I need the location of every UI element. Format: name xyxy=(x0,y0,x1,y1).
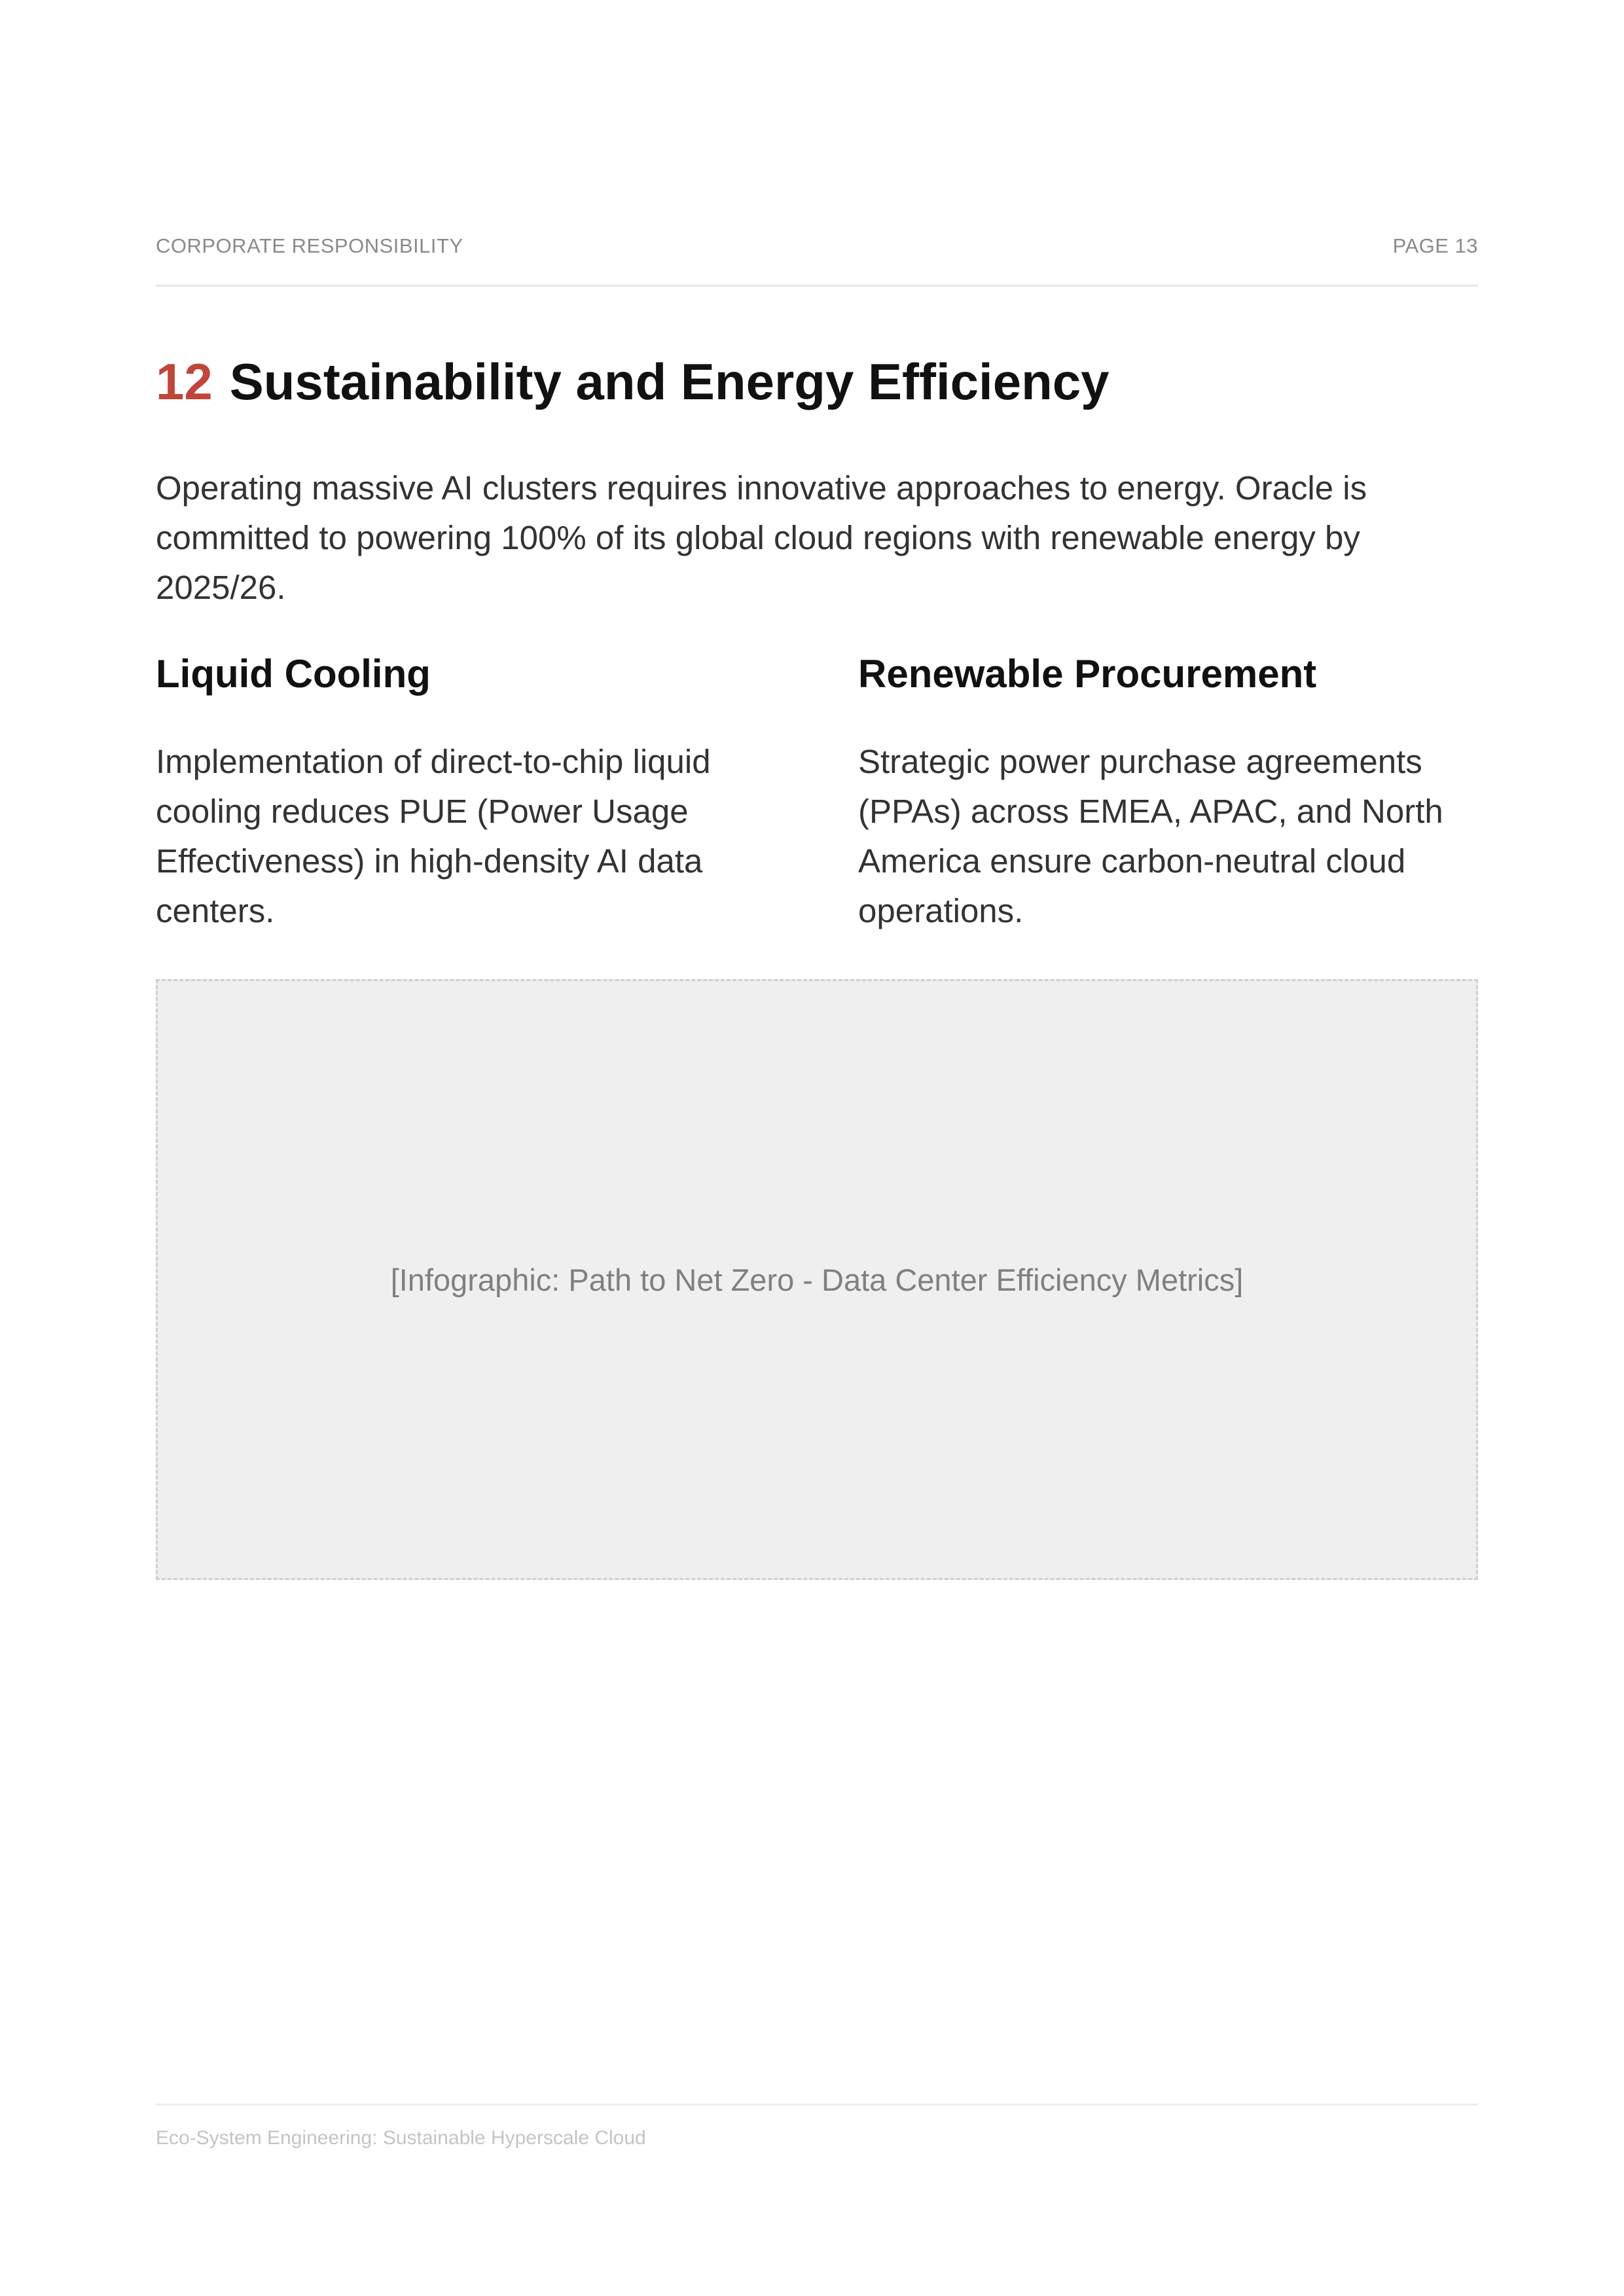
footer-divider xyxy=(156,2104,1478,2106)
header-page-number: PAGE 13 xyxy=(1392,234,1478,257)
header-section-label: CORPORATE RESPONSIBILITY xyxy=(156,234,463,257)
section-title: Sustainability and Energy Efficiency xyxy=(229,353,1110,410)
column-renewable-procurement xyxy=(858,648,1487,936)
intro-paragraph: Operating massive AI clusters requires innovative approaches to energy. Oracle is committed to powering 100% of its global cloud regions with renewable energy by 2025/26. xyxy=(156,469,1367,606)
column-body: Implementation of direct-to-chip liquid cooling reduces PUE (Power Usage Effectiveness) in high-density AI data centers. xyxy=(156,743,711,929)
column-body: Strategic power purchase agreements (PPAs) across EMEA, APAC, and North America ensure carbon-neutral cloud operations. xyxy=(858,743,1443,929)
footer-text: Eco-System Engineering: Sustainable Hyperscale Cloud xyxy=(156,2127,646,2149)
column-heading: Liquid Cooling xyxy=(156,652,431,696)
infographic-label: [Infographic: Path to Net Zero - Data Center Efficiency Metrics] xyxy=(390,1262,1244,1297)
page-header xyxy=(156,234,1478,287)
section-heading xyxy=(156,352,1109,412)
infographic-placeholder xyxy=(156,979,1478,1580)
column-heading: Renewable Procurement xyxy=(858,652,1317,696)
column-liquid-cooling xyxy=(156,648,784,936)
document-page xyxy=(156,0,1478,2296)
section-number: 12 xyxy=(156,353,213,410)
